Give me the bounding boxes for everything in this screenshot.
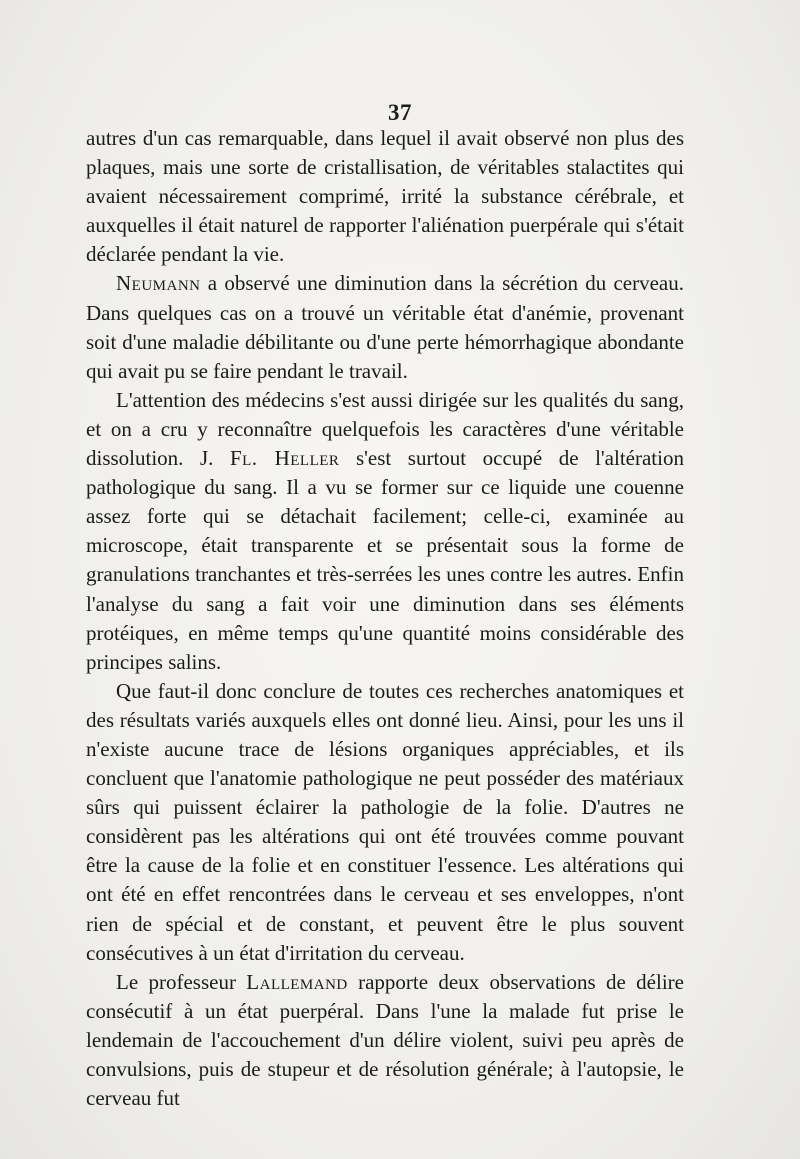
paragraph-4 [86,677,684,968]
paragraph-3 [86,386,684,677]
paragraph-3-text-a: L'attention des médecins s'est aussi dirigée sur les qualités du sang, et on a cru y reconnaître quelquefois les caractères d'une véritable dissolution. J. [86,387,684,471]
author-name-neumann: Neumann [116,271,201,296]
author-name-heller: Fl. Heller [229,446,340,471]
paragraph-5-text-b: rapporte deux observations de délire consécutif à un état puerpéral. Dans l'une la malade fut prise le lendemain de l'accouchement d'un délire violent, suivi peu après de convulsions, puis de stupeur et de résolution générale; à l'autopsie, le cerveau fut [86,969,684,1111]
paragraph-5-text-a: Le professeur [116,969,247,994]
paragraph-2-text: a observé une diminution dans la sécrétion du cerveau. Dans quelques cas on a trouvé un véritable état d'anémie, provenant soit d'une maladie débilitante ou d'une perte hémorrhagique abondante qui avait pu se faire pendant le travail. [86,271,684,383]
paragraph-1 [86,124,684,269]
author-name-lallemand: Lallemand [246,969,348,994]
paragraph-1-text: autres d'un cas remarquable, dans lequel il avait observé non plus des plaques, mais une sorte de cristallisation, de véritables stalactites qui avaient nécessairement comprimé, irrité la substance cérébrale, et auxquelles il était naturel de rapporter l'aliénation puerpérale qui s'était déclarée pendant la vie. [86,126,684,267]
paragraph-2 [86,269,684,385]
paragraph-5 [86,968,684,1113]
paragraph-4-text: Que faut-il donc conclure de toutes ces recherches anatomiques et des résultats variés auxquels elles ont donné lieu. Ainsi, pour les uns il n'existe aucune trace de lésions organiques appréciables, et ils concluent que l'anatomie pathologique ne peut posséder des matériaux sûrs qui puissent éclairer la pathologie de la folie. D'autres ne considèrent pas les altérations qui ont été trouvées comme pouvant être la cause de la folie et en constituer l'essence. Les altérations qui ont été en effet rencontrées dans le cerveau et ses enveloppes, n'ont rien de spécial et de constant, et peuvent être le plus souvent consécutives à un état d'irritation du cerveau. [86,678,684,965]
page-number: 37 [388,100,412,125]
paragraph-3-text-b: s'est surtout occupé de l'altération pathologique du sang. Il a vu se former sur ce liquide une couenne assez forte qui se détachait facilement; celle-ci, examinée au microscope, était transparente et se présentait sous la forme de granulations tranchantes et très-serrées les unes contre les autres. Enfin l'analyse du sang a fait voir une diminution dans ses éléments protéiques, en même temps qu'une quantité moins considérable des principes salins. [86,446,684,674]
body-text [86,124,684,1113]
